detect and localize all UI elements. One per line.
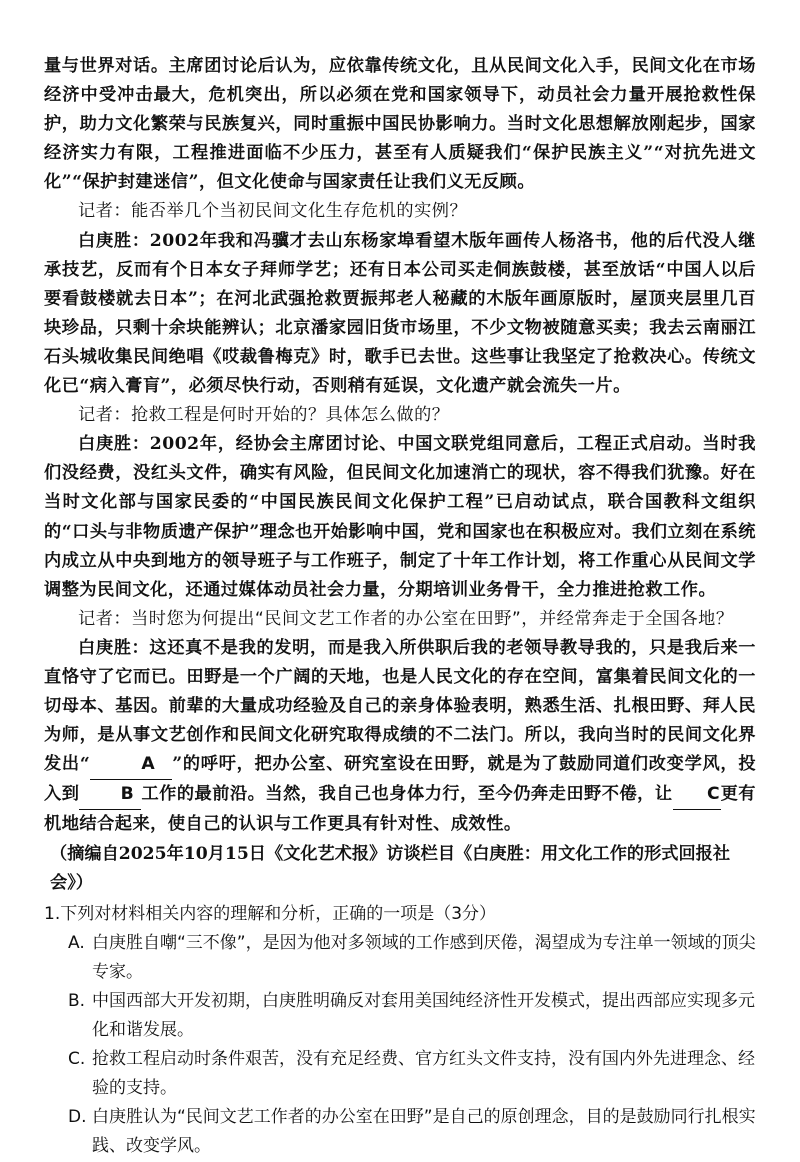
- question-stem: 1.下列对材料相关内容的理解和分析，正确的一项是（3分）: [44, 903, 497, 924]
- blank-b: B: [79, 780, 141, 810]
- answer-2: 白庚胜：2002年，经协会主席团讨论、中国文联党组同意后，工程正式启动。当时我们没经费，没红头文件，确实有风险，但民间文化加速消亡的现状，容不得我们犹豫。好在当时文化部与国家民委的“中国民族民间文化保护工程”已启动试点，联合国教科文组织的“口头与非物质遗产保护”理念也开始影响中国，党和国家也在积极应对。我们立刻在系统内成立从中央到地方的领导班子与工作班子，制定了十年工作计划，将工作重心从民间文学调整为民间文化，还通过媒体动员社会力量，分期培训业务骨干，全力推进抢救工作。: [44, 434, 756, 600]
- paragraph-intro: 量与世界对话。主席团讨论后认为，应依靠传统文化，且从民间文化入手，民间文化在市场经济中受冲击最大，危机突出，所以必须在党和国家领导下，动员社会力量开展抢救性保护，助力文化繁荣与民族复兴，同时重振中国民协影响力。当时文化思想解放刚起步，国家经济实力有限，工程推进面临不少压力，甚至有人质疑我们“保护民族主义”“对抗先进文化”“保护封建迷信”，但文化使命与国家责任让我们义无反顾。: [44, 56, 756, 193]
- option-text: 抢救工程启动时条件艰苦，没有充足经费、官方红头文件支持，没有国内外先进理念、经验的支持。: [92, 1049, 755, 1099]
- answer-3-text-2: ”的呼吁，把办公室、研究室设在田野，就是为了鼓励同道们改变学风，投入到: [44, 754, 757, 805]
- blank-a: A: [90, 750, 172, 780]
- reporter-question-2: 记者：抢救工程是何时开始的？具体怎么做的？: [78, 405, 450, 426]
- reporter-question-1: 记者：能否举几个当初民间文化生存危机的实例？: [78, 201, 468, 222]
- option-text: 白庚胜认为“民间文艺工作者的办公室在田野”是自己的原创理念，目的是鼓励同行扎根实践、改变学风。: [92, 1107, 756, 1157]
- blank-c: C: [673, 780, 721, 810]
- option-letter: C.: [68, 1049, 86, 1070]
- option-letter: D.: [68, 1107, 87, 1128]
- answer-3-text-3: 工作的最前沿。当然，我自己也身体力行，至今仍奔走田野不倦，让: [141, 784, 673, 805]
- option-letter: B.: [68, 991, 86, 1011]
- option-a[interactable]: [44, 929, 756, 987]
- reporter-question-3: 记者：当时您为何提出“民间文艺工作者的办公室在田野”，并经常奔走于全国各地？: [78, 608, 734, 629]
- option-letter: A.: [68, 932, 85, 953]
- option-list: [44, 929, 756, 1162]
- option-c[interactable]: [44, 1045, 756, 1103]
- option-d[interactable]: [44, 1103, 756, 1161]
- answer-3-text-4: 更有机地结合起来，使自己的认识与工作更具有针对性、成效性。: [44, 784, 756, 835]
- answer-3: [44, 634, 756, 840]
- option-b[interactable]: [44, 987, 756, 1045]
- answer-3-text-1: 白庚胜：这还真不是我的发明，而是我入所供职后我的老领导教导我的，只是我后来一直恪守了它而已。田野是一个广阔的天地，也是人民文化的存在空间，富集着民间文化的一切母本、基因。前辈的大量成功经验及自己的亲身体验表明，熟悉生活、扎根田野、拜人民为师，是从事文艺创作和民间文化研究取得成绩的不二法门。所以，我向当时的民间文化界发出“: [44, 637, 756, 775]
- option-text: 中国西部大开发初期，白庚胜明确反对套用美国纯经济性开发模式，提出西部应实现多元化和谐发展。: [92, 991, 755, 1041]
- answer-1: 白庚胜：2002年我和冯骥才去山东杨家埠看望木版年画传人杨洛书，他的后代没人继承技艺，反而有个日本女子拜师学艺；还有日本公司买走侗族鼓楼，甚至放话“中国人以后要看鼓楼就去日本”；在河北武强抢救贾振邦老人秘藏的木版年画原版时，屋顶夹层里几百块珍品，只剩十余块能辨认；北京潘家园旧货市场里，不少文物被随意买卖；我去云南丽江石头城收集民间绝唱《哎裁鲁梅克》时，歌手已去世。这些事让我坚定了抢救决心。传统文化已“病入膏肓”，必须尽快行动，否则稍有延误，文化遗产就会流失一片。: [44, 230, 756, 397]
- source-citation: （摘编自2025年10月15日《文化艺术报》访谈栏目《白庚胜：用文化工作的形式回报社会》）: [50, 843, 731, 893]
- option-text: 白庚胜自嘲“三不像”，是因为他对多领域的工作感到厌倦，渴望成为专注单一领域的顶尖专家。: [92, 932, 756, 982]
